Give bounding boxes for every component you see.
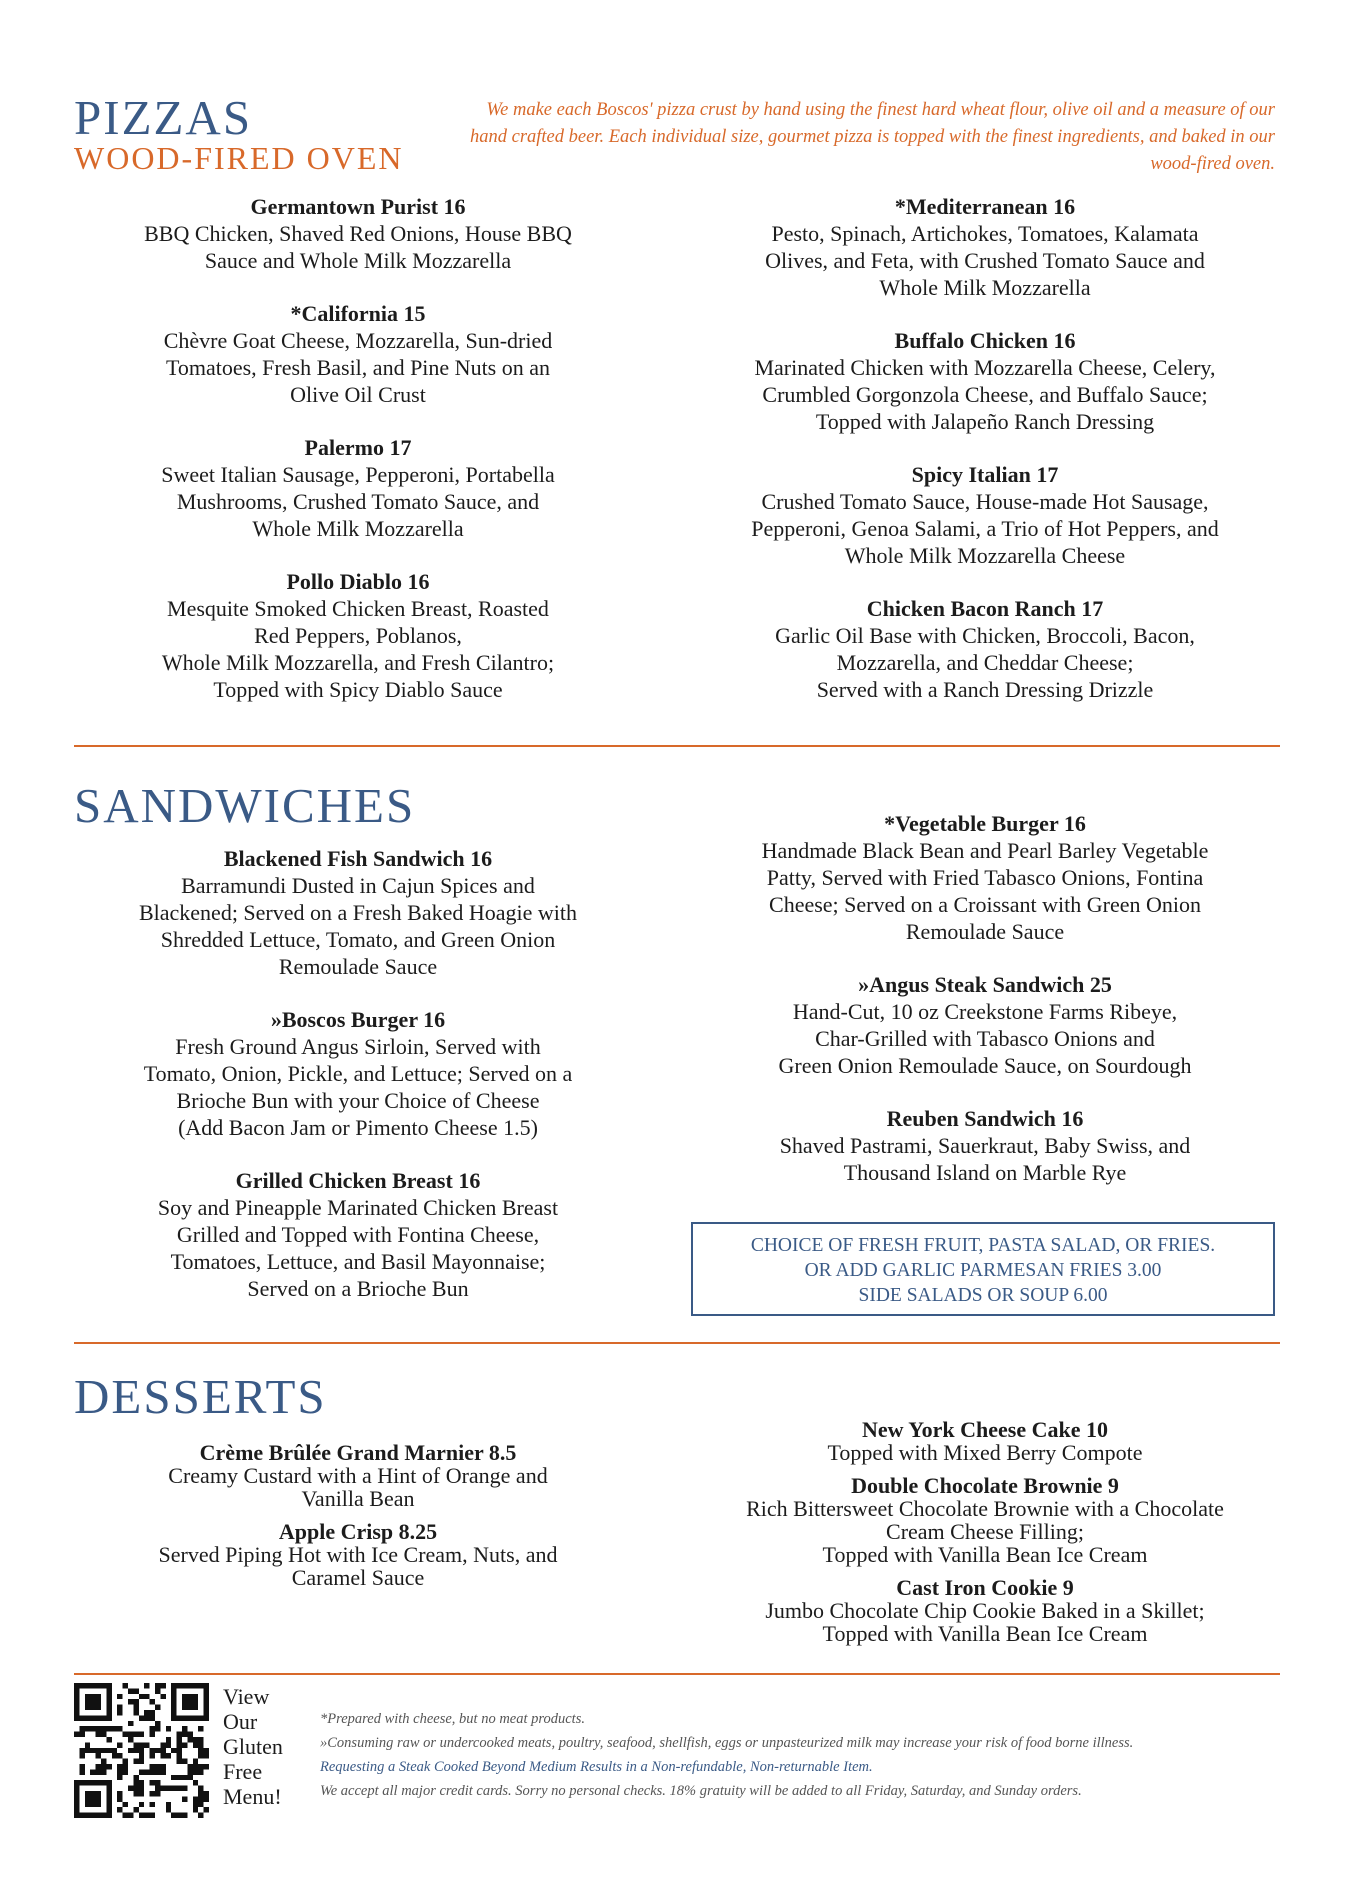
menu-item-description: Served Piping Hot with Ice Cream, Nuts, and Caramel Sauce [158, 1542, 558, 1590]
qr-code-icon[interactable] [74, 1683, 209, 1818]
menu-item-description: Chèvre Goat Cheese, Mozzarella, Sun-dried Tomatoes, Fresh Basil, and Pine Nuts on an Olive Oil Crust [163, 328, 553, 407]
sides-line-3: SIDE SALADS OR SOUP 6.00 [858, 1285, 1108, 1306]
menu-item-name: Palermo 17 [304, 435, 412, 460]
menu-item-description: Soy and Pineapple Marinated Chicken Breast Grilled and Topped with Fontina Cheese, Tomatoes, Lettuce, and Basil Mayonnaise; Served on a Brioche Bun [157, 1195, 559, 1301]
menu-item-name: Chicken Bacon Ranch 17 [866, 596, 1104, 621]
menu-item [74, 300, 642, 408]
desserts-right-column [690, 1418, 1280, 1655]
menu-item [74, 568, 642, 703]
menu-item-description: Rich Bittersweet Chocolate Brownie with a Chocolate Cream Cheese Filling; Topped with Vanilla Bean Ice Cream [746, 1496, 1224, 1567]
menu-item-description: Fresh Ground Angus Sirloin, Served with Tomato, Onion, Pickle, and Lettuce; Served on a Brioche Bun with your Choice of Cheese (Add Bacon Jam or Pimento Cheese 1.5) [143, 1034, 573, 1140]
menu-item [74, 193, 642, 274]
menu-item [690, 1474, 1280, 1566]
menu-item-description: BBQ Chicken, Shaved Red Onions, House BBQ Sauce and Whole Milk Mozzarella [144, 221, 572, 273]
pizzas-right-column [690, 193, 1280, 729]
menu-item [74, 1006, 642, 1141]
menu-item-name: Cast Iron Cookie 9 [896, 1575, 1074, 1600]
menu-item-description: Barramundi Dusted in Cajun Spices and Blackened; Served on a Fresh Baked Hoagie with Shredded Lettuce, Tomato, and Green Onion Remoulade Sauce [138, 873, 578, 979]
pizzas-subtitle: WOOD-FIRED OVEN [74, 140, 404, 176]
note-steak: Requesting a Steak Cooked Beyond Medium Results in a Non-refundable, Non-returnable Item. [320, 1759, 873, 1775]
menu-item-name: Double Chocolate Brownie 9 [851, 1473, 1119, 1498]
menu-item-description: Mesquite Smoked Chicken Breast, Roasted Red Peppers, Poblanos, Whole Milk Mozzarella, and Fresh Cilantro; Topped with Spicy Diablo Sauce [161, 596, 555, 702]
menu-item [74, 434, 642, 542]
menu-item-description: Pesto, Spinach, Artichokes, Tomatoes, Kalamata Olives, and Feta, with Crushed Tomato Sauce and Whole Milk Mozzarella [765, 221, 1205, 300]
sandwiches-right-column [690, 810, 1280, 1212]
menu-item-description: Creamy Custard with a Hint of Orange and Vanilla Bean [168, 1463, 548, 1511]
menu-item [690, 327, 1280, 435]
menu-item-name: *Vegetable Burger 16 [884, 811, 1086, 836]
menu-item [74, 1167, 642, 1302]
menu-item-description: Jumbo Chocolate Chip Cookie Baked in a Skillet; Topped with Vanilla Bean Ice Cream [765, 1598, 1205, 1646]
menu-item-name: Grilled Chicken Breast 16 [235, 1168, 481, 1193]
note-payment: We accept all major credit cards. Sorry no personal checks. 18% gratuity will be added to all Friday, Saturday, and Sunday orders. [320, 1783, 1082, 1799]
menu-item-name: Blackened Fish Sandwich 16 [223, 846, 493, 871]
menu-item [690, 595, 1280, 703]
menu-item [690, 1418, 1280, 1464]
menu-item [690, 971, 1280, 1079]
menu-item-name: *California 15 [290, 301, 426, 326]
menu-item-description: Shaved Pastrami, Sauerkraut, Baby Swiss, and Thousand Island on Marble Rye [779, 1133, 1191, 1185]
desserts-left-column [74, 1441, 642, 1599]
note-cheese: *Prepared with cheese, but no meat products. [320, 1711, 585, 1727]
menu-item-name: Buffalo Chicken 16 [894, 328, 1076, 353]
section-divider-3 [74, 1673, 1280, 1675]
menu-item-name: Spicy Italian 17 [911, 462, 1059, 487]
sides-line-1: CHOICE OF FRESH FRUIT, PASTA SALAD, OR FRIES. [750, 1235, 1216, 1256]
menu-item-description: Sweet Italian Sausage, Pepperoni, Portabella Mushrooms, Crushed Tomato Sauce, and Whole Milk Mozzarella [161, 462, 555, 541]
sandwiches-left-column [74, 845, 642, 1328]
menu-item-name: »Angus Steak Sandwich 25 [858, 972, 1112, 997]
menu-item-description: Crushed Tomato Sauce, House-made Hot Sausage, Pepperoni, Genoa Salami, a Trio of Hot Peppers, and Whole Milk Mozzarella Cheese [751, 489, 1219, 568]
menu-item-description: Topped with Mixed Berry Compote [827, 1440, 1143, 1465]
menu-item-name: Crème Brûlée Grand Marnier 8.5 [199, 1440, 517, 1465]
gluten-free-link[interactable]: View Our Gluten Free Menu! [223, 1684, 283, 1809]
menu-item-name: »Boscos Burger 16 [270, 1007, 446, 1032]
pizzas-title: PIZZAS [74, 90, 253, 145]
sides-box [691, 1222, 1275, 1316]
menu-item [690, 193, 1280, 301]
menu-item [690, 1105, 1280, 1186]
menu-item-name: Pollo Diablo 16 [286, 569, 430, 594]
menu-item-name: *Mediterranean 16 [894, 194, 1076, 219]
section-divider-1 [74, 745, 1280, 747]
menu-item [690, 461, 1280, 569]
footer-notes [320, 1707, 1280, 1803]
note-raw: »Consuming raw or undercooked meats, poultry, seafood, shellfish, eggs or unpasteurized milk may increase your risk of food borne illness. [320, 1735, 1134, 1751]
menu-item-description: Marinated Chicken with Mozzarella Cheese, Celery, Crumbled Gorgonzola Cheese, and Buffalo Sauce; Topped with Jalapeño Ranch Dressing [754, 355, 1216, 434]
sides-line-2: OR ADD GARLIC PARMESAN FRIES 3.00 [804, 1260, 1162, 1281]
menu-item-description: Handmade Black Bean and Pearl Barley Vegetable Patty, Served with Fried Tabasco Onions, Fontina Cheese; Served on a Croissant with Green Onion Remoulade Sauce [761, 838, 1209, 944]
menu-item [74, 845, 642, 980]
menu-item-name: Apple Crisp 8.25 [278, 1519, 438, 1544]
menu-item [74, 1520, 642, 1589]
menu-item-name: Reuben Sandwich 16 [886, 1106, 1084, 1131]
desserts-title: DESSERTS [74, 1369, 327, 1424]
menu-item [690, 1576, 1280, 1645]
menu-item [690, 810, 1280, 945]
section-divider-2 [74, 1342, 1280, 1344]
menu-item [74, 1441, 642, 1510]
menu-item-description: Garlic Oil Base with Chicken, Broccoli, Bacon, Mozzarella, and Cheddar Cheese; Served with a Ranch Dressing Drizzle [775, 623, 1195, 702]
pizzas-intro: We make each Boscos' pizza crust by hand using the finest hard wheat flour, olive oil and a measure of our hand crafted beer. Each individual size, gourmet pizza is topped with the finest ingredients, and baked in our wood-fired oven. [469, 100, 1275, 174]
pizzas-left-column [74, 193, 642, 729]
menu-item-description: Hand-Cut, 10 oz Creekstone Farms Ribeye, Char-Grilled with Tabasco Onions and Green Onion Remoulade Sauce, on Sourdough [778, 999, 1192, 1078]
menu-item-name: New York Cheese Cake 10 [861, 1417, 1109, 1442]
sandwiches-title: SANDWICHES [74, 778, 416, 833]
menu-item-name: Germantown Purist 16 [250, 194, 466, 219]
